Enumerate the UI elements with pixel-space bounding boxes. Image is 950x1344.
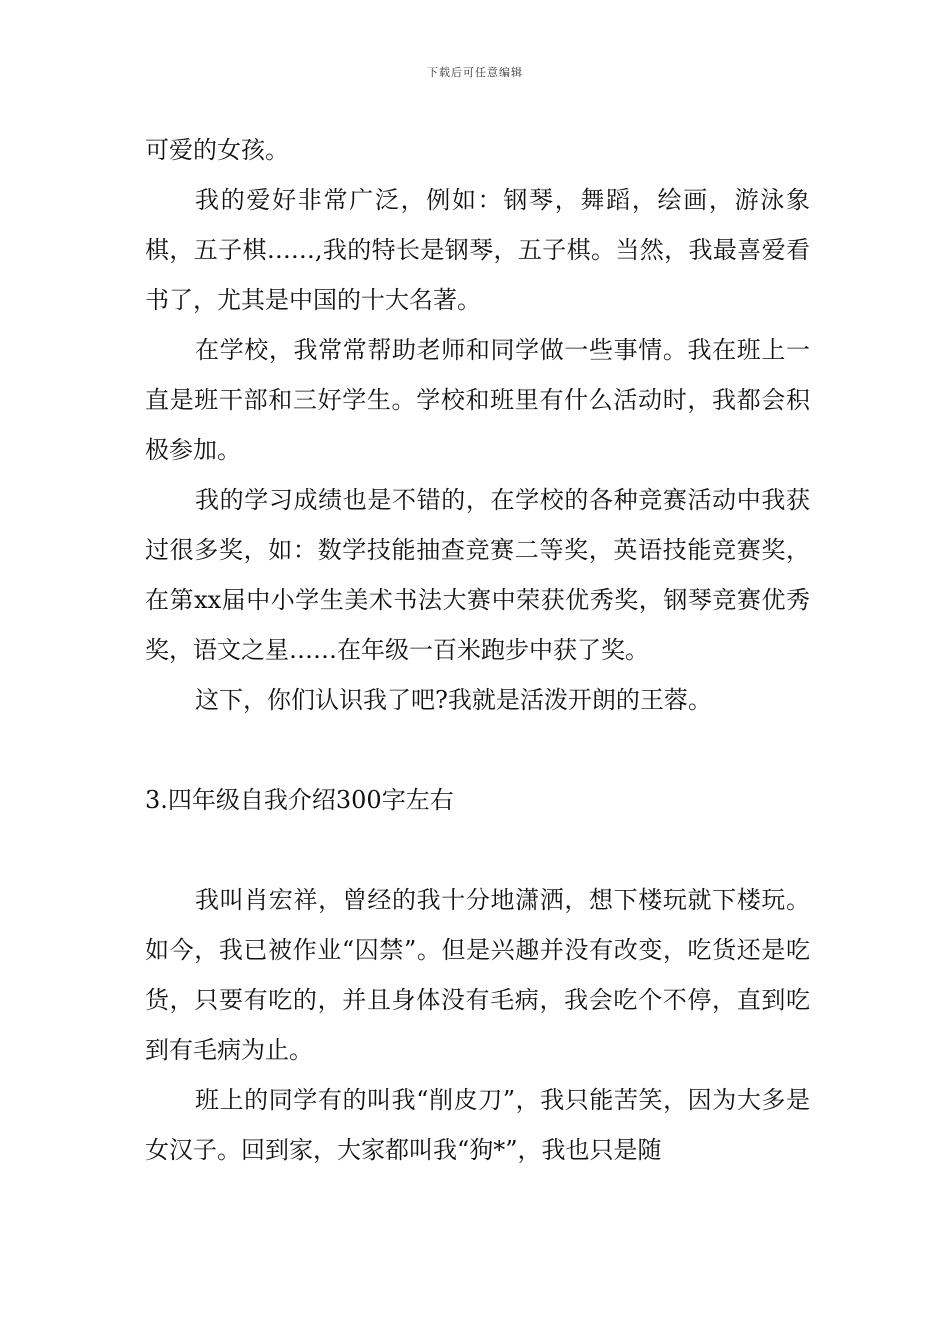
paragraph-closing: 这下，你们认识我了吧?我就是活泼开朗的王蓉。 — [195, 686, 712, 714]
page-header: 下载后可任意编辑 — [427, 66, 523, 79]
paragraph-continuation: 可爱的女孩。 — [145, 136, 289, 164]
paragraph-intro: 我叫肖宏祥，曾经的我十分地潇洒，想下楼玩就下楼玩。如今，我已被作业“囚禁”。但是兴趣并没有改变，吃货还是吃货，只要有吃的，并且身体没有毛病，我会吃个不停，直到吃到有毛病为止。 — [145, 886, 810, 1064]
paragraph-nicknames: 班上的同学有的叫我“削皮刀”，我只能苦笑，因为大多是女汉子。回到家，大家都叫我“狗*”，我也只是随 — [145, 1086, 810, 1164]
paragraph-awards: 我的学习成绩也是不错的，在学校的各种竞赛活动中我获过很多奖，如：数学技能抽查竞赛二等奖，英语技能竞赛奖，在第xx届中小学生美术书法大赛中荣获优秀奖，钢琴竞赛优秀奖，语文之星……在年级一百米跑步中获了奖。 — [145, 486, 810, 664]
spacer — [145, 825, 810, 875]
spacer — [145, 725, 810, 775]
section-heading: 3.四年级自我介绍300字左右 — [145, 786, 454, 814]
paragraph-hobbies: 我的爱好非常广泛，例如：钢琴，舞蹈，绘画，游泳象棋，五子棋……,我的特长是钢琴，五子棋。当然，我最喜爱看书了，尤其是中国的十大名著。 — [145, 186, 810, 314]
paragraph-school: 在学校，我常常帮助老师和同学做一些事情。我在班上一直是班干部和三好学生。学校和班里有什么活动时，我都会积极参加。 — [145, 336, 810, 464]
document-body — [145, 125, 810, 1175]
